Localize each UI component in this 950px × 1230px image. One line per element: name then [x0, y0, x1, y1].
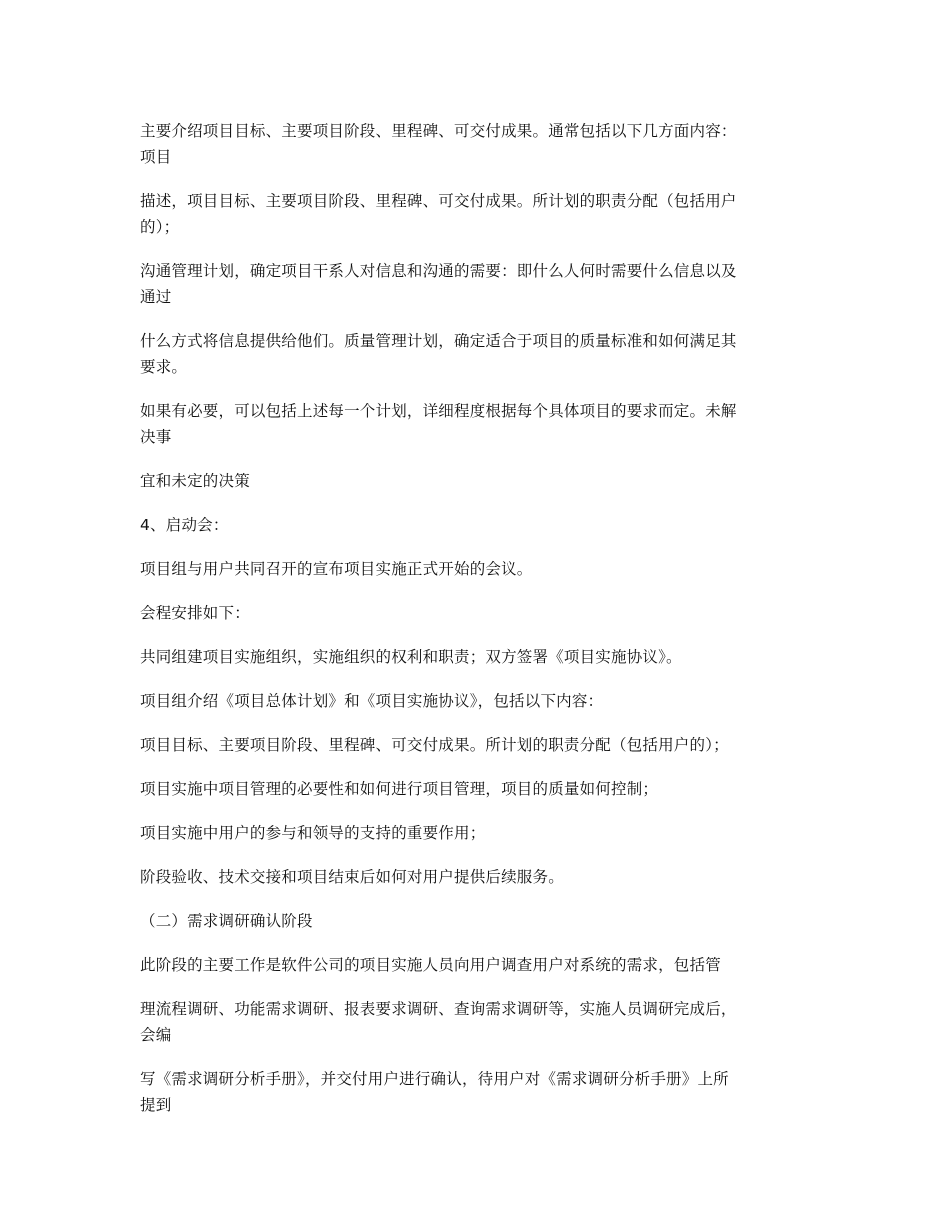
paragraph — [140, 1066, 808, 1118]
paragraph — [140, 556, 808, 582]
paragraph — [140, 328, 808, 380]
text-line: 主要介绍项目目标、主要项目阶段、里程碑、可交付成果。通常包括以下几方面内容： — [140, 122, 737, 140]
paragraph — [140, 732, 808, 758]
text-line: 项目实施中项目管理的必要性和如何进行项目管理，项目的质量如何控制； — [140, 780, 659, 798]
section-heading — [140, 908, 808, 934]
text-line: 写《需求调研分析手册》，并交付用户进行确认，待用户对《需求调研分析手册》上所 — [140, 1070, 729, 1088]
paragraph — [140, 644, 808, 670]
text-line: 宜和未定的决策 — [140, 472, 250, 490]
text-line: 提到 — [140, 1096, 172, 1114]
text-line: 通过 — [140, 288, 172, 306]
text-line: 决事 — [140, 428, 172, 446]
paragraph — [140, 996, 808, 1048]
section-heading — [140, 512, 808, 538]
text-line: 如果有必要，可以包括上述每一个计划，详细程度根据每个具体项目的要求而定。未解 — [140, 402, 737, 420]
text-line: 项目 — [140, 148, 172, 166]
paragraph — [140, 398, 808, 450]
paragraph — [140, 864, 808, 890]
text-line: 项目实施中用户的参与和领导的支持的重要作用； — [140, 824, 486, 842]
paragraph — [140, 600, 808, 626]
paragraph — [140, 118, 808, 170]
paragraph — [140, 258, 808, 310]
paragraph — [140, 776, 808, 802]
paragraph — [140, 188, 808, 240]
text-line: 项目组与用户共同召开的宣布项目实施正式开始的会议。 — [140, 560, 533, 578]
text-line: 4、启动会： — [140, 516, 229, 534]
text-line: 理流程调研、功能需求调研、报表要求调研、查询需求调研等，实施人员调研完成后， — [140, 1000, 737, 1018]
text-line: 什么方式将信息提供给他们。质量管理计划，确定适合于项目的质量标准和如何满足其 — [140, 332, 737, 350]
text-line: 项目目标、主要项目阶段、里程碑、可交付成果。所计划的职责分配（包括用户的）； — [140, 736, 729, 754]
text-line: 沟通管理计划，确定项目干系人对信息和沟通的需要：即什么人何时需要什么信息以及 — [140, 262, 737, 280]
paragraph — [140, 468, 808, 494]
text-line: 要求。 — [140, 358, 188, 376]
text-line: 的）； — [140, 218, 180, 236]
text-line: 描述，项目目标、主要项目阶段、里程碑、可交付成果。所计划的职责分配（包括用户 — [140, 192, 737, 210]
text-line: （二）需求调研确认阶段 — [140, 912, 313, 930]
paragraph — [140, 952, 808, 978]
text-line: 会程安排如下： — [140, 604, 250, 622]
text-line: 共同组建项目实施组织，实施组织的权利和职责；双方签署《项目实施协议》。 — [140, 648, 682, 666]
text-line: 会编 — [140, 1026, 172, 1044]
document-body — [140, 118, 808, 1136]
paragraph — [140, 820, 808, 846]
text-line: 阶段验收、技术交接和项目结束后如何对用户提供后续服务。 — [140, 868, 564, 886]
text-line: 项目组介绍《项目总体计划》和《项目实施协议》，包括以下内容： — [140, 692, 604, 710]
text-line: 此阶段的主要工作是软件公司的项目实施人员向用户调查用户对系统的需求，包括管 — [140, 956, 721, 974]
paragraph — [140, 688, 808, 714]
